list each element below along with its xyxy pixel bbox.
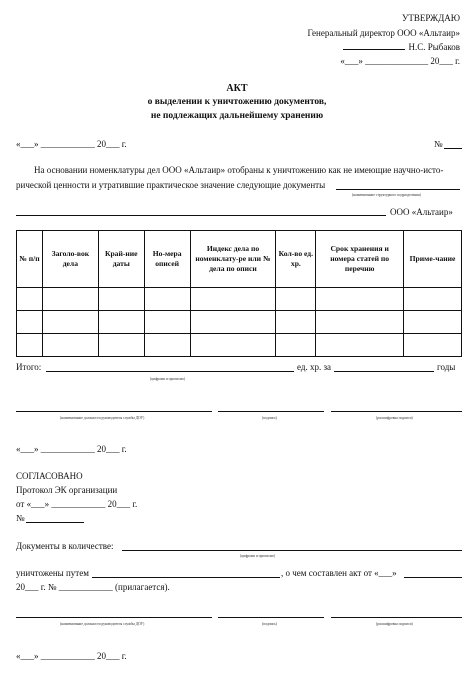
approval-signer: Н.С. Рыбаков [408,42,460,52]
sig1-signature-hint: (подпись) [262,416,277,420]
destroy-act-text: , о чем составлен акт от «___» [281,568,397,578]
table-row [17,334,462,357]
sig2-signature-hint: (подпись) [262,622,277,626]
col-header-inventory: Но-мера описей [144,231,190,288]
destroy-method-label: уничтожены путем [16,568,89,578]
act-number-line [444,148,462,149]
col-header-dates: Край-ние даты [98,231,144,288]
totals-hint: (цифрами и прописью) [150,377,186,381]
col-header-note: Приме-чание [404,231,462,288]
basis-line-1: На основании номенклатуры дел ООО «Альтаир» отобраны к уничтожению как не имеющие научно-исто- [34,165,444,175]
act-title: АКТ [226,83,248,94]
agreed-label: СОГЛАСОВАНО [16,471,83,481]
table-row [17,288,462,311]
date-line-1: «___» ____________ 20___ г. [16,444,127,454]
totals-years: годы [437,362,456,372]
docs-count-hint: (цифрами и прописью) [240,554,276,558]
docs-count-label: Документы в количестве: [16,541,114,551]
docs-count-line [122,550,462,551]
col-header-count: Кол-во ед. хр. [276,231,316,288]
basis-unit-line-2 [16,215,386,216]
sig1-position-hint: (наименование должности руководителя службы ДОУ) [60,416,145,420]
sig2-decoding-hint: (расшифровка подписи) [376,622,413,626]
approval-signature-line [343,49,405,50]
agreed-number-line [26,522,84,523]
approval-position: Генеральный директор ООО «Альтаир» [307,28,460,38]
act-subtitle-1: о выделении к уничтожению документов, [147,97,327,107]
col-header-retention: Срок хранения и номера статей по перечню [316,231,404,288]
act-subtitle-2: не подлежащих дальнейшему хранению [150,111,324,121]
destroy-line-2: 20___ г. № ____________ (прилагается). [16,582,170,592]
act-number-label: № [434,139,443,149]
agreed-number-label: № [16,513,25,523]
col-header-number: № п/п [17,231,43,288]
basis-org: ООО «Альтаир» [390,207,453,217]
sig1-decoding-line [331,411,462,412]
sig2-signature-line [218,617,324,618]
col-header-index: Индекс дела по номенклату-ре или № дела по описи [190,231,276,288]
sig2-position-hint: (наименование должности руководителя службы ДОУ) [60,622,145,626]
table-row [17,311,462,334]
sig1-decoding-hint: (расшифровка подписи) [376,416,413,420]
totals-label: Итого: [16,362,42,372]
totals-line [46,371,294,372]
act-date: «___» ____________ 20___ г. [16,139,127,149]
sig1-signature-line [218,411,324,412]
documents-table [16,230,462,357]
basis-unit-hint: (наименование структурного подразделения) [352,193,421,197]
col-header-title: Заголо-вок дела [42,231,98,288]
destroy-method-line [92,577,280,578]
approval-label: УТВЕРЖДАЮ [401,13,460,23]
sig2-position-line [16,617,212,618]
sig1-position-line [16,411,212,412]
agreed-protocol: Протокол ЭК организации [16,485,118,495]
agreed-date: от «___» ____________ 20___ г. [16,499,138,509]
basis-line-2: рической ценности и утратившие практическое значение следующие документы [16,180,326,190]
totals-years-line [334,371,434,372]
table-header-row [17,231,462,288]
approval-date: «___» ______________ 20___ г. [340,56,460,66]
totals-units: ед. хр. за [297,362,332,372]
destroy-act-month-line [404,577,462,578]
basis-unit-line [336,189,460,190]
sig2-decoding-line [331,617,462,618]
date-line-2: «___» ____________ 20___ г. [16,651,127,661]
